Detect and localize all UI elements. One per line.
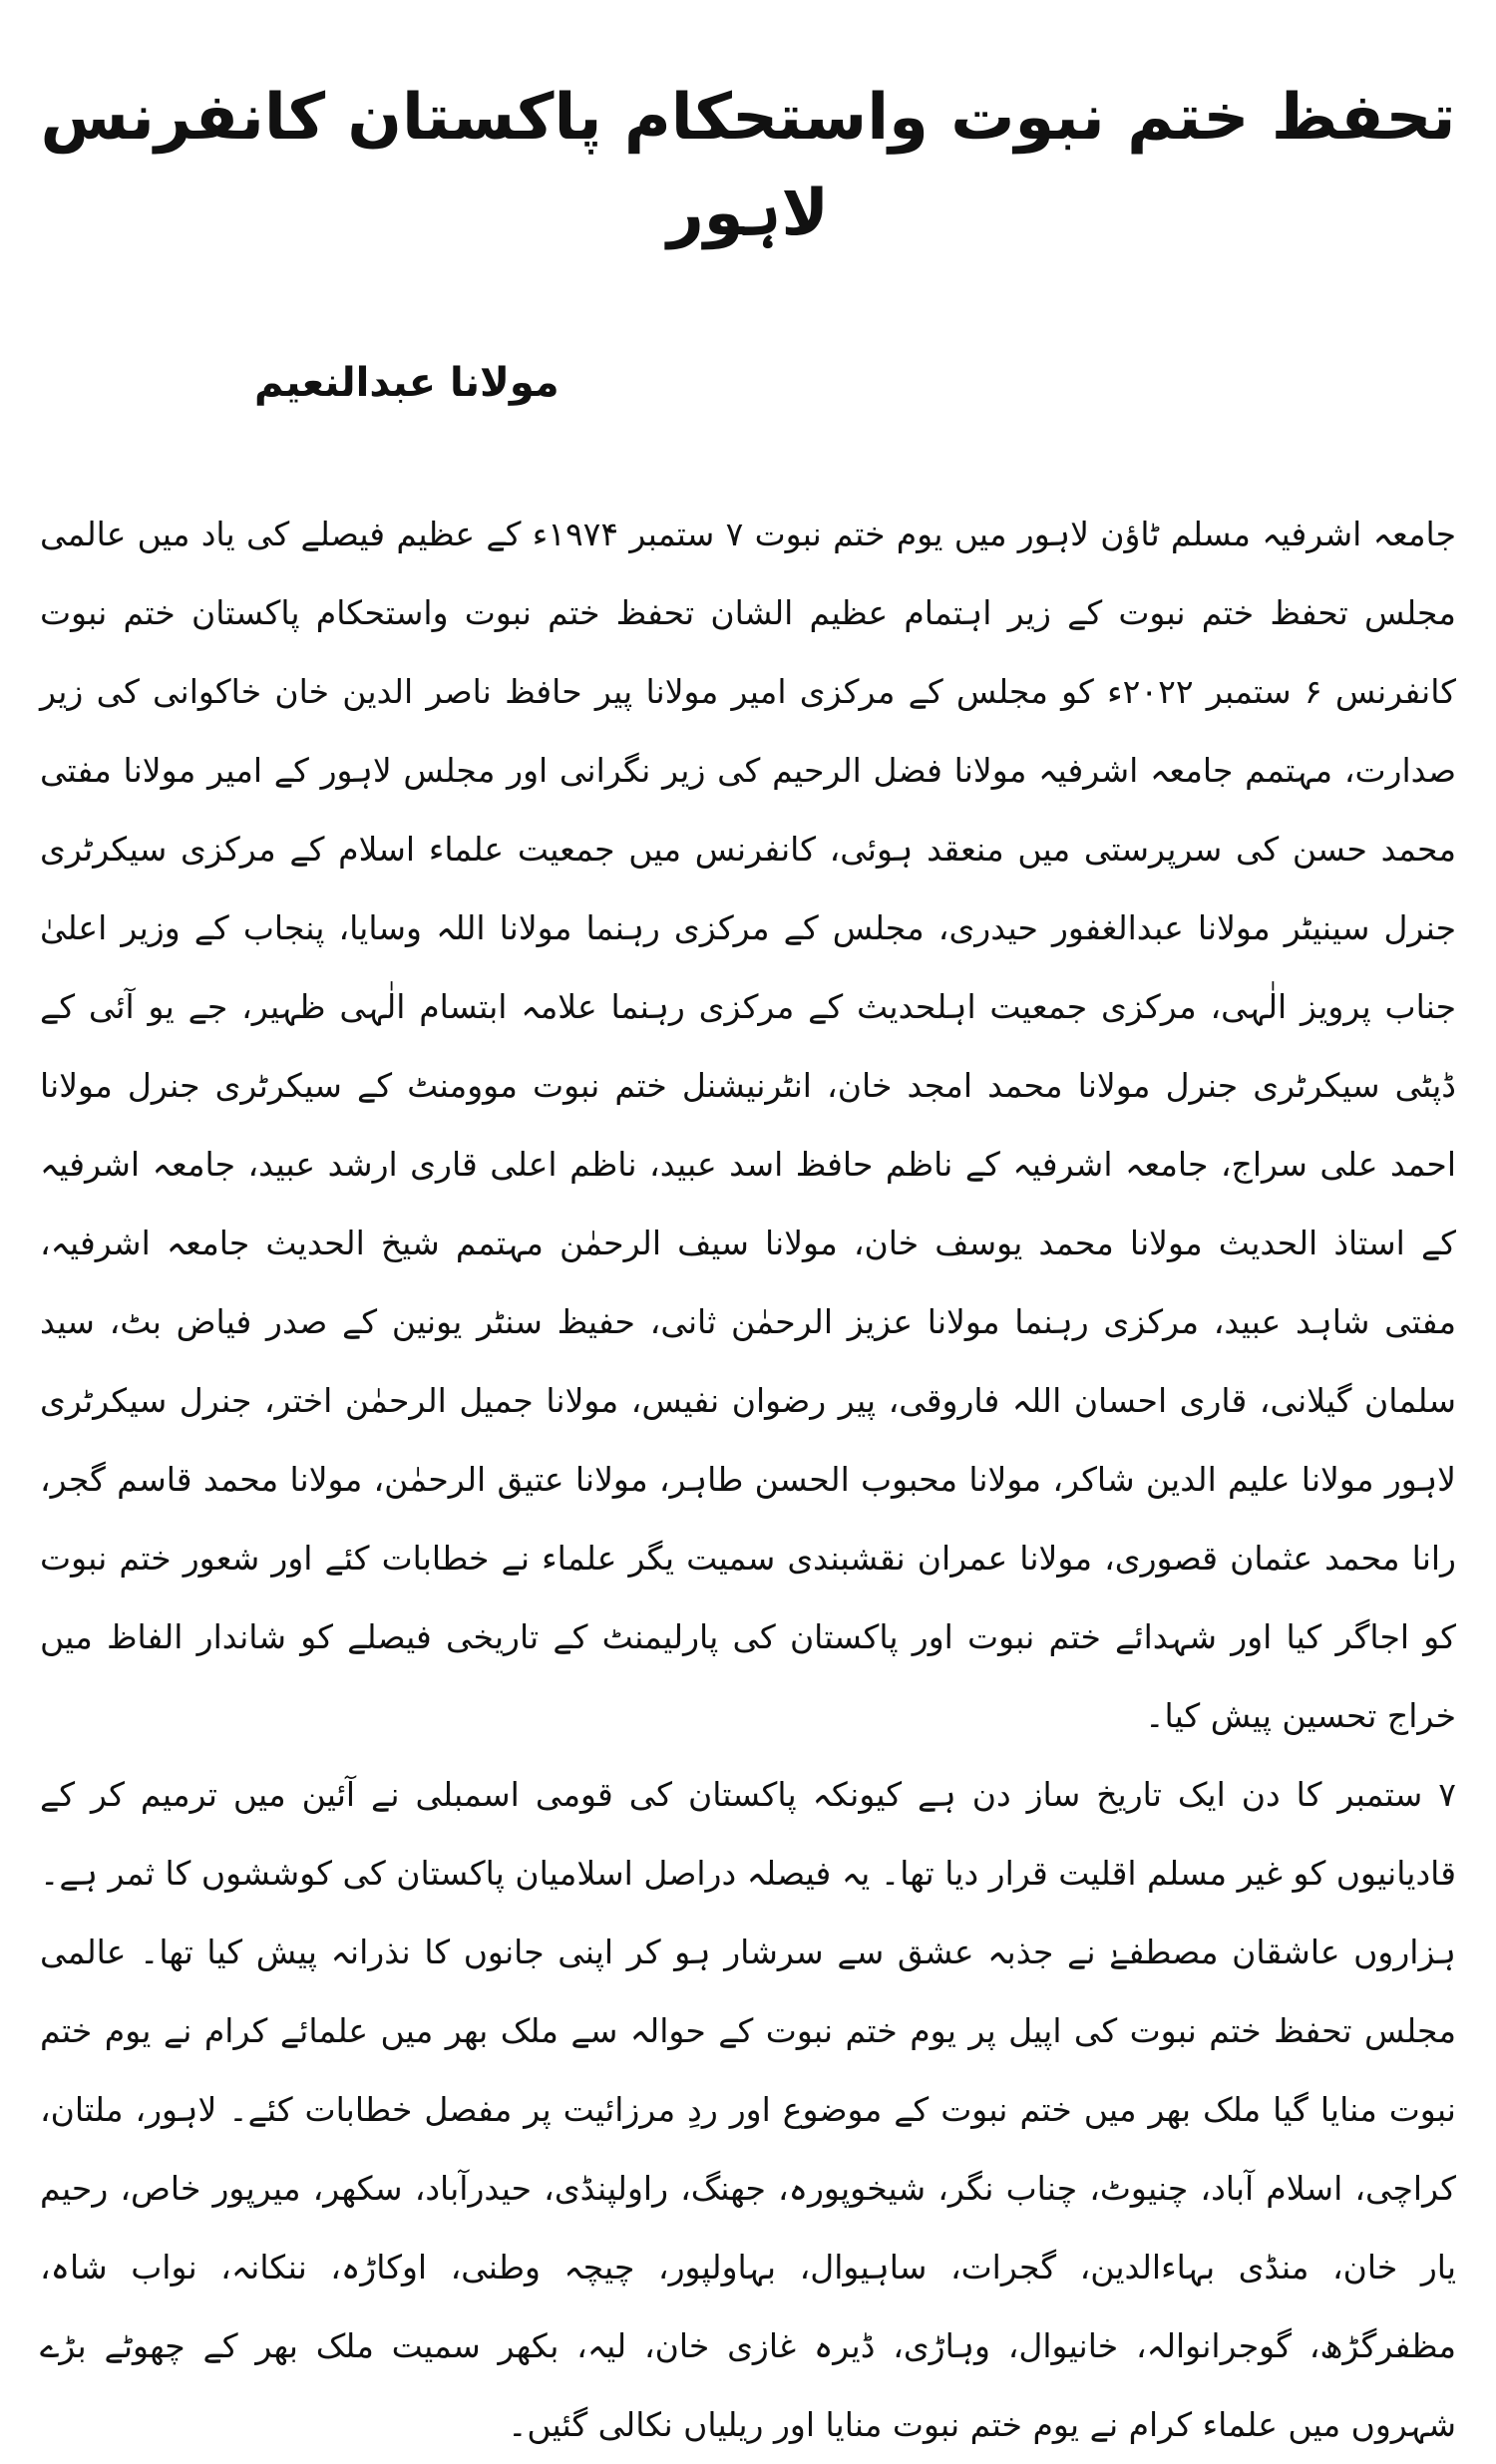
- article-headline: تحفظ ختم نبوت واستحکام پاکستان کانفرنس لاہور: [40, 81, 1456, 250]
- article-body: [40, 495, 1456, 2464]
- article-byline: مولانا عبدالنعیم: [254, 360, 560, 406]
- article-paragraph: ۷ ستمبر کا دن ایک تاریخ ساز دن ہے کیونکہ پاکستان کی قومی اسمبلی نے آئین میں ترمیم کر کے قادیانیوں کو غیر مسلم اقلیت قرار دیا تھا۔ یہ فیصلہ دراصل اسلامیان پاکستان کی کوششوں کا ثمر ہے۔ ہزاروں عاشقان مصطفےٰ نے جذبہ عشق سے سرشار ہو کر اپنی جانوں کا نذرانہ پیش کیا تھا۔ عالمی مجلس تحفظ ختم نبوت کی اپیل پر یوم ختم نبوت کے حوالہ سے ملک بھر میں علمائے کرام نے یوم ختم نبوت منایا گیا ملک بھر میں ختم نبوت کے موضوع اور ردِ مرزائیت پر مفصل خطابات کئے۔ لاہور، ملتان، کراچی، اسلام آباد، چنیوٹ، چناب نگر، شیخوپورہ، جھنگ، راولپنڈی، حیدرآباد، سکھر، میرپور خاص، رحیم یار خان، منڈی بہاءالدین، گجرات، ساہیوال، بہاولپور، چیچہ وطنی، اوکاڑہ، ننکانہ، نواب شاہ، مظفرگڑھ، گوجرانوالہ، خانیوال، وہاڑی، ڈیرہ غازی خان، لیہ، بکھر سمیت ملک بھر کے چھوٹے بڑے شہروں میں علماء کرام نے یوم ختم نبوت منایا اور ریلیاں نکالی گئیں۔: [40, 1775, 1456, 2444]
- article-paragraph: جامعہ اشرفیہ مسلم ٹاؤن لاہور میں یوم ختم نبوت ۷ ستمبر ۱۹۷۴ء کے عظیم فیصلے کی یاد میں عالمی مجلس تحفظ ختم نبوت کے زیر اہتمام عظیم الشان تحفظ ختم نبوت واستحکام پاکستان ختم نبوت کانفرنس ۶ ستمبر ۲۰۲۲ء کو مجلس کے مرکزی امیر مولانا پیر حافظ ناصر الدین خان خاکوانی کی زیر صدارت، مہتمم جامعہ اشرفیہ مولانا فضل الرحیم کی زیر نگرانی اور مجلس لاہور کے امیر مولانا مفتی محمد حسن کی سرپرستی میں منعقد ہوئی، کانفرنس میں جمعیت علماء اسلام کے مرکزی سیکرٹری جنرل سینیٹر مولانا عبدالغفور حیدری، مجلس کے مرکزی رہنما مولانا اللہ وسایا، پنجاب کے وزیر اعلیٰ جناب پرویز الٰہی، مرکزی جمعیت اہلحدیث کے مرکزی رہنما علامہ ابتسام الٰہی ظہیر، جے یو آئی کے ڈپٹی سیکرٹری جنرل مولانا محمد امجد خان، انٹرنیشنل ختم نبوت موومنٹ کے سیکرٹری جنرل مولانا احمد علی سراج، جامعہ اشرفیہ کے ناظم حافظ اسد عبید، ناظم اعلی قاری ارشد عبید، جامعہ اشرفیہ کے استاذ الحدیث مولانا محمد یوسف خان، مولانا سیف الرحمٰن مہتمم شیخ الحدیث جامعہ اشرفیہ، مفتی شاہد عبید، مرکزی رہنما مولانا عزیز الرحمٰن ثانی، حفیظ سنٹر یونین کے صدر فیاض بٹ، سید سلمان گیلانی، قاری احسان اللہ فاروقی، پیر رضوان نفیس، مولانا جمیل الرحمٰن اختر، جنرل سیکرٹری لاہور مولانا علیم الدین شاکر، مولانا محبوب الحسن طاہر، مولانا عتیق الرحمٰن، مولانا محمد قاسم گجر، رانا محمد عثمان قصوری، مولانا عمران نقشبندی سمیت یگر علماء نے خطابات کئے اور شعور ختم نبوت کو اجاگر کیا اور شہدائے ختم نبوت اور پاکستان کی پارلیمنٹ کے تاریخی فیصلے کو شاندار الفاظ میں خراج تحسین پیش کیا۔: [40, 515, 1456, 1735]
